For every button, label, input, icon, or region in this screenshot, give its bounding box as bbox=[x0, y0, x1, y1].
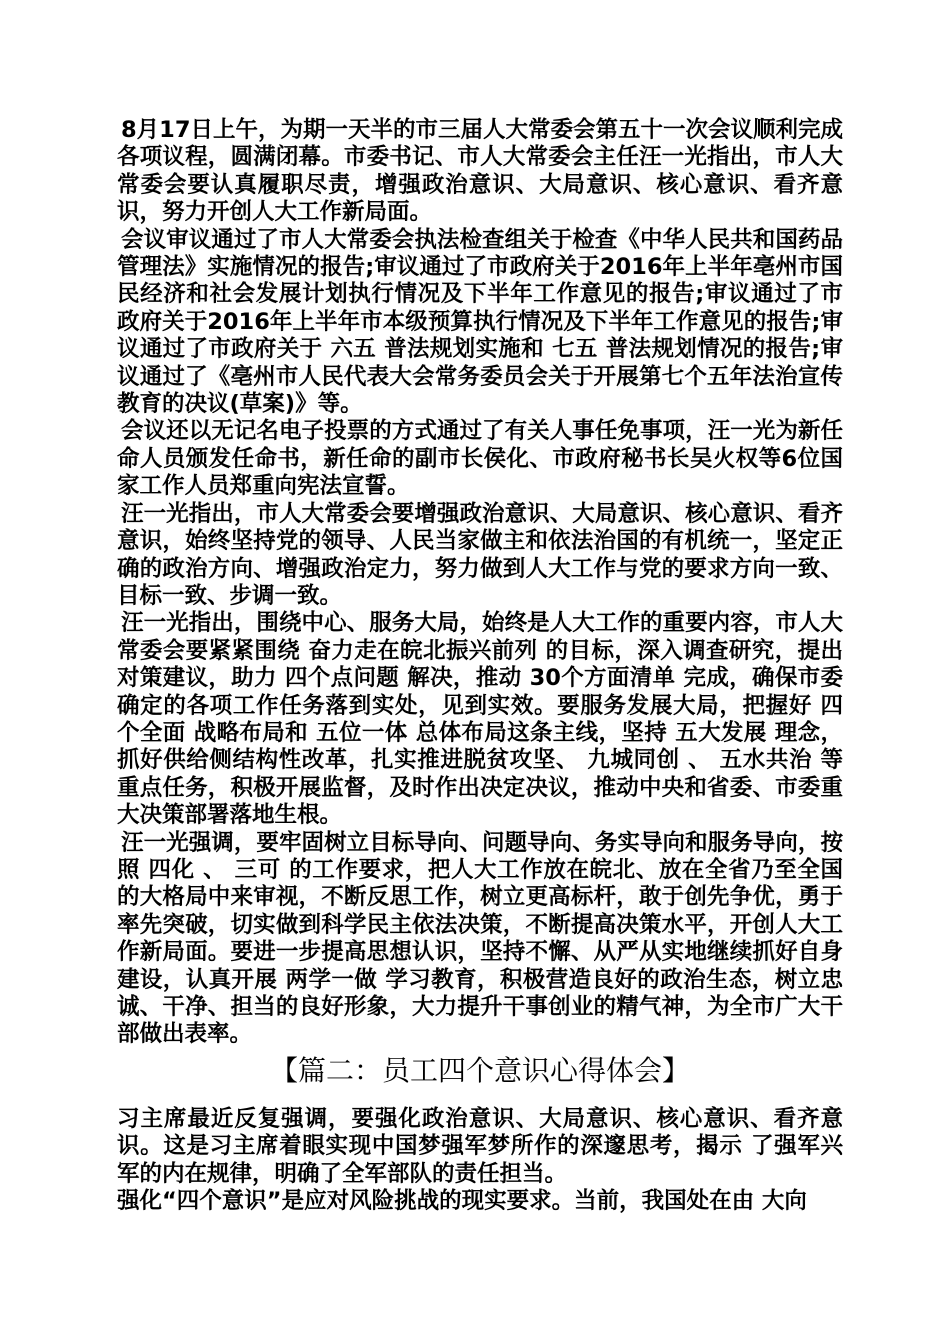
paragraph-reports-approved: 会议审议通过了市人大常委会执法检查组关于检查《中华人民共和国药品管理法》实施情况的报告;审议通过了市政府关于2016年上半年亳州市国民经济和社会发展计划执行情况及下半年工作意见的报告;审议通过了市政府关于2016年上半年市本级预算执行情况及下半年工作意见的报告;审议通过了市政府关于 六五 普法规划实施和 七五 普法规划情况的报告;审议通过了《亳州市人民代表大会常务委员会关于开展第七个五年法治宣传教育的决议(草案)》等。 bbox=[117, 226, 843, 418]
article2-body bbox=[117, 1106, 843, 1216]
paragraph-serve-overall-situation: 汪一光指出，围绕中心、服务大局，始终是人大工作的重要内容，市人大常委会要紧紧围绕 奋力走在皖北振兴前列 的目标，深入调查研究，提出对策建议，助力 四个点问题 解决，推动 30个方面清单 完成，确保市委确定的各项工作任务落到实处，见到实效。要服务发展大局，把握好 四个全面 战略布局和 五位一体 总体布局这条主线，坚持 五大发展 理念，抓好供给侧结构性改革，扎实推进脱贫攻坚、 九城同创 、 五水共治 等重点任务，积极开展监督，及时作出决定决议，推动中央和省委、市委重大决策部署落地生根。 bbox=[117, 610, 843, 829]
paragraph-personnel-appointments: 会议还以无记名电子投票的方式通过了有关人事任免事项，汪一光为新任命人员颁发任命书，新任命的副市长侯化、市政府秘书长吴火权等6位国家工作人员郑重向宪法宣誓。 bbox=[117, 418, 843, 500]
paragraph-goal-orientation: 汪一光强调，要牢固树立目标导向、问题导向、务实导向和服务导向，按照 四化 、 三可 的工作要求，把人大工作放在皖北、放在全省乃至全国的大格局中来审视，不断反思工作，树立更高标杆，敢于创先争优，勇于率先突破，切实做到科学民主依法决策，不断提高决策水平，开创人大工作新局面。要进一步提高思想认识，坚持不懈、从严从实地继续抓好自身建设，认真开展 两学一做 学习教育，积极营造良好的政治生态，树立忠诚、干净、担当的良好形象，大力提升干事创业的精气神，为全市广大干部做出表率。 bbox=[117, 829, 843, 1048]
article-body bbox=[117, 117, 843, 1049]
paragraph-political-awareness: 汪一光指出，市人大常委会要增强政治意识、大局意识、核心意识、看齐意识，始终坚持党的领导、人民当家做主和依法治国的有机统一，坚定正确的政治方向、增强政治定力，努力做到人大工作与党的要求方向一致、目标一致、步调一致。 bbox=[117, 500, 843, 609]
paragraph-risk-challenges: 强化“四个意识”是应对风险挑战的现实要求。当前，我国处在由 大向 bbox=[117, 1188, 807, 1215]
paragraph-meeting-closing: 8月17日上午，为期一天半的市三届人大常委会第五十一次会议顺利完成各项议程，圆满闭幕。市委书记、市人大常委会主任汪一光指出，市人大常委会要认真履职尽责，增强政治意识、大局意识、核心意识、看齐意识，努力开创人大工作新局面。 bbox=[117, 117, 843, 226]
section-heading: 【篇二：员工四个意识心得体会】 bbox=[269, 1054, 690, 1087]
paragraph-four-awareness: 习主席最近反复强调，要强化政治意识、大局意识、核心意识、看齐意识。这是习主席着眼实现中国梦强军梦所作的深邃思考，揭示 了强军兴军的内在规律，明确了全军部队的责任担当。 bbox=[117, 1106, 843, 1187]
